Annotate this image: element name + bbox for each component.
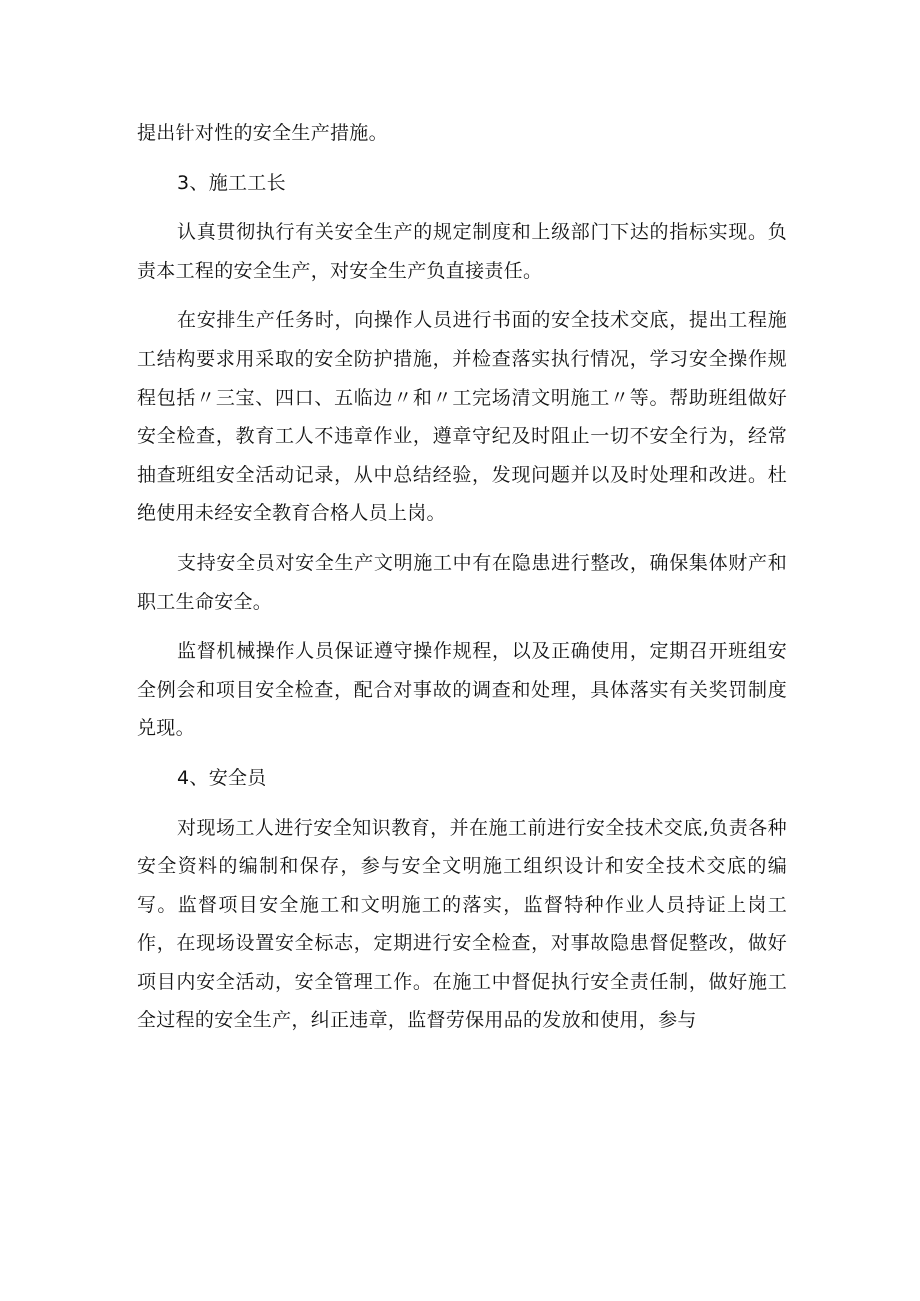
section-heading-foreman: 3、施工工长 [177, 171, 286, 194]
paragraph: 支持安全员对安全生产文明施工中有在隐患进行整改，确保集体财产和职工生命安全。 [137, 551, 787, 613]
paragraph: 认真贯彻执行有关安全生产的规定制度和上级部门下达的指标实现。负责本工程的安全生产，对安全生产负直接责任。 [137, 221, 787, 282]
paragraph: 在安排生产任务时，向操作人员进行书面的安全技术交底，提出工程施工结构要求用采取的安全防护措施，并检查落实执行情况，学习安全操作规程包括〃三宝、四口、五临边〃和〃工完场清文明施工〃等。帮助班组做好安全检查，教育工人不违章作业，遵章守纪及时阻止一切不安全行为，经常抽查班组安全活动记录，从中总结经验，发现问题并以及时处理和改进。杜绝使用未经安全教育合格人员上岗。 [137, 309, 787, 525]
paragraph: 监督机械操作人员保证遵守操作规程，以及正确使用，定期召开班组安全例会和项目安全检查，配合对事故的调查和处理，具体落实有关奖罚制度兑现。 [137, 640, 787, 740]
section-heading-safety-officer: 4、安全员 [177, 766, 267, 789]
paragraph: 对现场工人进行安全知识教育，并在施工前进行安全技术交底,负责各种安全资料的编制和保存，参与安全文明施工组织设计和安全技术交底的编写。监督项目安全施工和文明施工的落实，监督特种作业人员持证上岗工作，在现场设置安全标志，定期进行安全检查，对事故隐患督促整改，做好项目内安全活动，安全管理工作。在施工中督促执行安全责任制，做好施工全过程的安全生产，纠正违章，监督劳保用品的发放和使用，参与 [137, 816, 787, 1032]
document-body [137, 114, 787, 1051]
paragraph-continuation: 提出针对性的安全生产措施。 [137, 122, 388, 144]
